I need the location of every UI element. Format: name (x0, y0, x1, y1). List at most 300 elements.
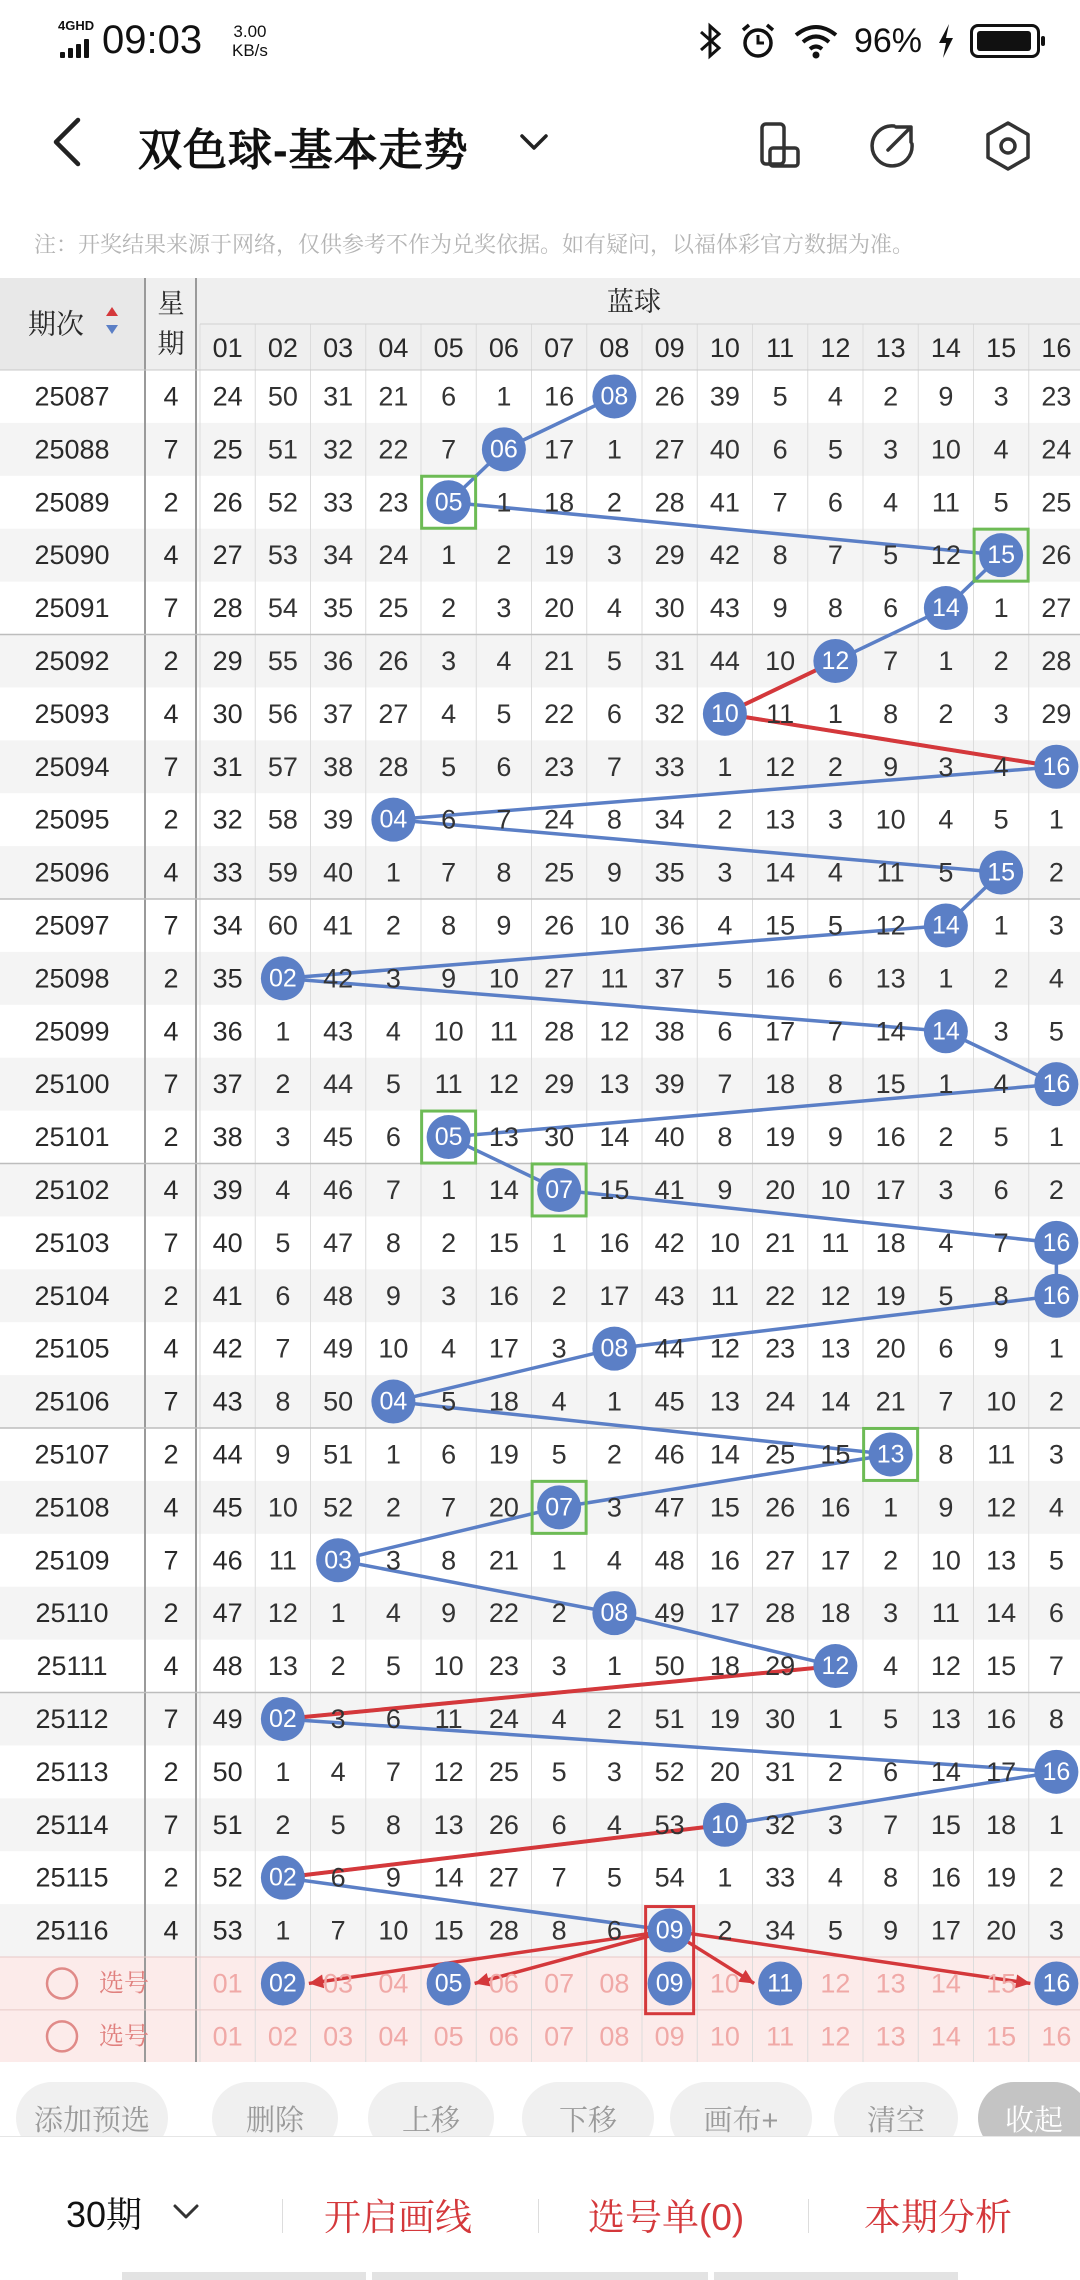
ball-cell: 28 (654, 487, 685, 518)
status-bar (0, 0, 1080, 84)
ball-cell: 17 (599, 1280, 630, 1311)
ball-cell: 6 (330, 1862, 346, 1893)
ball-cell: 37 (323, 698, 354, 729)
ball-cell: 1 (717, 1862, 733, 1893)
ball-cell: 12 (930, 1651, 961, 1682)
ball-cell: 7 (883, 645, 899, 676)
period-cell: 25106 (34, 1386, 110, 1417)
ball-cell: 6 (385, 1122, 401, 1153)
ball-cell: 5 (385, 1651, 401, 1682)
ball-cell: 22 (378, 434, 409, 465)
ball-column-header: 07 (544, 333, 575, 363)
ball-cell: 24 (488, 1703, 519, 1734)
ball-cell: 60 (267, 910, 298, 941)
week-cell: 7 (163, 1069, 179, 1100)
ball-cell: 2 (1048, 857, 1064, 888)
ball-cell: 55 (267, 645, 298, 676)
blue-ball-number: 13 (876, 1440, 905, 1469)
ball-cell: 2 (441, 1227, 457, 1258)
ball-cell: 7 (441, 1492, 457, 1523)
ball-cell: 10 (986, 1386, 1017, 1417)
select-number: 06 (488, 2021, 519, 2052)
ball-cell: 34 (323, 540, 354, 571)
ball-cell: 53 (212, 1915, 243, 1946)
ball-cell: 8 (1048, 1703, 1064, 1734)
week-cell: 7 (163, 1227, 179, 1258)
ball-cell: 22 (765, 1280, 796, 1311)
ball-cell: 23 (378, 487, 409, 518)
move-down-button[interactable]: 下移 (522, 2082, 654, 2154)
ball-cell: 18 (544, 487, 575, 518)
ball-cell: 17 (765, 1016, 796, 1047)
ball-cell: 5 (551, 1756, 567, 1787)
ball-cell: 36 (323, 645, 354, 676)
ball-cell: 39 (709, 381, 740, 412)
ball-cell: 22 (544, 698, 575, 729)
ball-cell: 27 (654, 434, 685, 465)
ball-cell: 49 (323, 1333, 354, 1364)
ball-cell: 52 (267, 487, 298, 518)
ball-cell: 16 (820, 1492, 851, 1523)
ball-cell: 10 (765, 645, 796, 676)
ball-cell: 8 (441, 1545, 457, 1576)
week-cell: 2 (163, 1598, 179, 1629)
ball-cell: 8 (496, 857, 512, 888)
ball-cell: 50 (323, 1386, 354, 1417)
ball-cell: 2 (606, 1439, 622, 1470)
selection-list-button[interactable]: 选号单(0) (588, 2197, 745, 2238)
ball-cell: 10 (709, 1227, 740, 1258)
ball-cell: 1 (606, 434, 622, 465)
ball-cell: 28 (765, 1598, 796, 1629)
ball-cell: 2 (275, 1809, 291, 1840)
ball-cell: 10 (378, 1333, 409, 1364)
ball-cell: 25 (488, 1756, 519, 1787)
ball-cell: 8 (938, 1439, 954, 1470)
ball-cell: 5 (1048, 1016, 1064, 1047)
ball-cell: 53 (654, 1809, 685, 1840)
period-cell: 25105 (34, 1333, 110, 1364)
disclaimer-notice: 注：开奖结果来源于网络，仅供参考不作为兑奖依据。如有疑问，以福体彩官方数据为准。 (34, 232, 915, 257)
ball-cell: 13 (488, 1122, 519, 1153)
select-row-label: 选号 (98, 2022, 150, 2051)
ball-cell: 42 (323, 963, 354, 994)
ball-cell: 51 (323, 1439, 354, 1470)
ball-column-header: 15 (986, 333, 1017, 363)
blue-ball-number: 12 (821, 1652, 850, 1681)
week-cell: 7 (163, 1545, 179, 1576)
ball-cell: 47 (212, 1598, 243, 1629)
ball-cell: 14 (599, 1122, 630, 1153)
ball-cell: 18 (820, 1598, 851, 1629)
ball-cell: 5 (883, 540, 899, 571)
blue-ball-number: 16 (1042, 1070, 1071, 1099)
ball-cell: 5 (441, 751, 457, 782)
ball-cell: 48 (212, 1651, 243, 1682)
ball-cell: 1 (275, 1915, 291, 1946)
ball-cell: 3 (993, 1016, 1009, 1047)
ball-cell: 18 (488, 1386, 519, 1417)
select-number: 10 (709, 2021, 740, 2052)
period-cell: 25096 (34, 857, 110, 888)
ball-cell: 9 (496, 910, 512, 941)
period-cell: 25094 (34, 751, 110, 782)
ball-cell: 5 (993, 1122, 1009, 1153)
settings-icon[interactable] (980, 118, 1036, 174)
ball-cell: 6 (993, 1174, 1009, 1205)
ball-cell: 3 (1048, 1915, 1064, 1946)
blue-ball-number: 04 (379, 1387, 408, 1416)
period-cell: 25089 (34, 487, 110, 518)
ball-cell: 4 (827, 381, 843, 412)
ball-cell: 57 (267, 751, 298, 782)
ball-cell: 6 (883, 1756, 899, 1787)
ball-cell: 1 (1048, 1122, 1064, 1153)
ball-cell: 1 (938, 645, 954, 676)
ball-cell: 19 (875, 1280, 906, 1311)
ball-cell: 1 (330, 1598, 346, 1629)
week-cell: 4 (163, 1016, 179, 1047)
week-cell: 4 (163, 1915, 179, 1946)
ball-cell: 37 (212, 1069, 243, 1100)
ball-cell: 9 (606, 857, 622, 888)
ball-cell: 17 (875, 1174, 906, 1205)
ball-cell: 7 (606, 751, 622, 782)
ball-cell: 14 (986, 1598, 1017, 1629)
ball-cell: 8 (772, 540, 788, 571)
ball-cell: 45 (323, 1122, 354, 1153)
draw-lines-button[interactable]: 开启画线 (324, 2197, 472, 2238)
ball-cell: 19 (544, 540, 575, 571)
blue-ball-number: 16 (1042, 1228, 1071, 1257)
ball-cell: 2 (1048, 1862, 1064, 1893)
week-cell: 2 (163, 1122, 179, 1153)
ball-cell: 3 (1048, 1439, 1064, 1470)
ball-cell: 28 (544, 1016, 575, 1047)
ball-cell: 2 (883, 1545, 899, 1576)
ball-cell: 4 (883, 1651, 899, 1682)
week-cell: 2 (163, 1280, 179, 1311)
ball-cell: 30 (765, 1703, 796, 1734)
ball-cell: 15 (599, 1174, 630, 1205)
ball-cell: 54 (654, 1862, 685, 1893)
ball-cell: 4 (441, 698, 457, 729)
ball-column-header: 04 (378, 333, 409, 363)
share-icon[interactable] (864, 118, 920, 174)
back-arrow-icon[interactable] (40, 112, 100, 172)
ball-cell: 2 (275, 1069, 291, 1100)
ball-cell: 7 (441, 857, 457, 888)
ball-cell: 6 (772, 434, 788, 465)
ball-cell: 23 (544, 751, 575, 782)
ball-cell: 26 (544, 910, 575, 941)
ball-cell: 27 (765, 1545, 796, 1576)
network-speed (232, 22, 268, 60)
ball-cell: 4 (330, 1756, 346, 1787)
ball-cell: 51 (654, 1703, 685, 1734)
ball-cell: 6 (551, 1809, 567, 1840)
ball-cell: 3 (441, 645, 457, 676)
ball-cell: 17 (986, 1756, 1017, 1787)
blue-ball-number: 14 (931, 1017, 960, 1046)
select-row-label: 选号 (98, 1969, 150, 1998)
ball-cell: 11 (987, 1439, 1016, 1470)
ball-cell: 7 (551, 1862, 567, 1893)
move-up-button[interactable]: 上移 (368, 2082, 494, 2154)
ball-cell: 6 (717, 1016, 733, 1047)
select-number: 07 (544, 1968, 575, 1999)
ball-cell: 7 (330, 1915, 346, 1946)
ball-cell: 30 (212, 698, 243, 729)
period-cell: 25113 (35, 1756, 109, 1787)
ball-cell: 1 (1048, 1809, 1064, 1840)
ball-cell: 8 (827, 1069, 843, 1100)
ball-cell: 30 (654, 593, 685, 624)
blue-ball-number: 16 (1042, 752, 1071, 781)
select-number: 12 (820, 1968, 851, 1999)
blue-ball-number: 10 (710, 1810, 739, 1839)
ball-cell: 28 (378, 751, 409, 782)
ball-cell: 7 (1048, 1651, 1064, 1682)
ball-cell: 27 (1041, 593, 1072, 624)
select-number: 08 (599, 1968, 630, 1999)
selected-ball-number: 05 (434, 1969, 463, 1998)
ball-cell: 10 (875, 804, 906, 835)
week-cell: 7 (163, 1703, 179, 1734)
clear-button[interactable]: 清空 (834, 2082, 958, 2154)
ball-cell: 1 (496, 381, 512, 412)
period-selector[interactable]: 30期 (66, 2194, 143, 2235)
week-cell: 2 (163, 1862, 179, 1893)
ball-cell: 50 (267, 381, 298, 412)
period-cell: 25100 (34, 1069, 110, 1100)
blue-ball-number: 08 (600, 382, 629, 411)
blue-ball-number: 06 (489, 435, 518, 464)
ball-cell: 34 (654, 804, 685, 835)
ball-cell: 23 (488, 1651, 519, 1682)
ball-cell: 10 (820, 1174, 851, 1205)
ball-cell: 11 (600, 963, 629, 994)
select-number: 09 (654, 2021, 685, 2052)
ball-cell: 2 (1048, 1386, 1064, 1417)
ball-cell: 19 (765, 1122, 796, 1153)
ball-cell: 2 (551, 1280, 567, 1311)
ball-cell: 6 (938, 1333, 954, 1364)
delete-button[interactable]: 删除 (212, 2082, 338, 2154)
ball-cell: 5 (883, 1703, 899, 1734)
ball-cell: 2 (606, 487, 622, 518)
ball-cell: 43 (212, 1386, 243, 1417)
ball-cell: 52 (323, 1492, 354, 1523)
ball-cell: 3 (606, 540, 622, 571)
ball-cell: 6 (441, 381, 457, 412)
ball-cell: 2 (385, 1492, 401, 1523)
ball-cell: 1 (993, 910, 1009, 941)
ball-cell: 21 (378, 381, 409, 412)
blue-ball-number: 16 (1042, 1757, 1071, 1786)
selected-ball-number: 16 (1042, 1969, 1071, 1998)
ball-cell: 3 (993, 381, 1009, 412)
period-column-header: 期次 (27, 308, 85, 340)
ball-cell: 7 (275, 1333, 291, 1364)
week-cell: 4 (163, 857, 179, 888)
week-cell: 4 (163, 1174, 179, 1205)
ball-cell: 6 (385, 1703, 401, 1734)
ball-cell: 1 (275, 1756, 291, 1787)
ball-cell: 1 (717, 751, 733, 782)
ball-cell: 32 (765, 1809, 796, 1840)
ball-cell: 7 (827, 540, 843, 571)
ball-cell: 1 (275, 1016, 291, 1047)
ball-cell: 25 (378, 593, 409, 624)
ball-cell: 5 (330, 1809, 346, 1840)
period-cell: 25088 (34, 434, 110, 465)
ball-cell: 11 (710, 1280, 739, 1311)
ball-cell: 17 (544, 434, 575, 465)
ball-cell: 25 (765, 1439, 796, 1470)
ball-cell: 26 (765, 1492, 796, 1523)
ball-cell: 9 (275, 1439, 291, 1470)
ball-cell: 39 (654, 1069, 685, 1100)
ball-cell: 4 (606, 1809, 622, 1840)
period-cell: 25114 (35, 1809, 109, 1840)
ball-cell: 2 (938, 1122, 954, 1153)
ball-cell: 5 (827, 1915, 843, 1946)
ball-cell: 5 (441, 1386, 457, 1417)
ball-cell: 29 (544, 1069, 575, 1100)
period-analysis-button[interactable]: 本期分析 (864, 2197, 1012, 2238)
select-number: 08 (599, 2021, 630, 2052)
ball-cell: 12 (433, 1756, 464, 1787)
ball-cell: 6 (606, 698, 622, 729)
week-cell: 2 (163, 804, 179, 835)
week-cell: 2 (163, 1439, 179, 1470)
chevron-down-icon[interactable] (168, 2193, 204, 2229)
ball-cell: 3 (330, 1703, 346, 1734)
ball-cell: 35 (654, 857, 685, 888)
period-cell: 25092 (34, 645, 110, 676)
ball-cell: 49 (212, 1703, 243, 1734)
ball-cell: 1 (441, 540, 457, 571)
ball-cell: 2 (717, 1915, 733, 1946)
blue-ball-group-header: 蓝球 (607, 287, 661, 317)
select-number: 05 (433, 2021, 464, 2052)
period-cell: 25108 (34, 1492, 110, 1523)
ball-cell: 3 (496, 593, 512, 624)
ball-cell: 9 (441, 1598, 457, 1629)
ball-cell: 12 (930, 540, 961, 571)
ball-cell: 1 (551, 1545, 567, 1576)
ball-cell: 42 (212, 1333, 243, 1364)
ball-cell: 16 (599, 1227, 630, 1258)
ball-cell: 37 (654, 963, 685, 994)
ball-cell: 3 (993, 698, 1009, 729)
ball-cell: 18 (986, 1809, 1017, 1840)
ball-cell: 11 (931, 1598, 960, 1629)
ball-cell: 10 (930, 434, 961, 465)
ball-cell: 2 (827, 751, 843, 782)
ball-cell: 29 (654, 540, 685, 571)
ball-cell: 13 (709, 1386, 740, 1417)
rotate-screen-icon[interactable] (752, 118, 808, 174)
ball-cell: 3 (551, 1333, 567, 1364)
ball-cell: 5 (827, 910, 843, 941)
ball-cell: 32 (212, 804, 243, 835)
trend-table (0, 278, 1080, 2062)
period-cell: 25099 (34, 1016, 110, 1047)
ball-cell: 52 (654, 1756, 685, 1787)
period-cell: 25111 (36, 1651, 108, 1682)
week-cell: 2 (163, 963, 179, 994)
blue-ball-number: 15 (987, 541, 1016, 570)
ball-cell: 13 (986, 1545, 1017, 1576)
ball-cell: 23 (1041, 381, 1072, 412)
ball-cell: 4 (1048, 1492, 1064, 1523)
ball-cell: 14 (709, 1439, 740, 1470)
ball-cell: 44 (323, 1069, 354, 1100)
ball-cell: 13 (599, 1069, 630, 1100)
status-time: 09:03 (102, 18, 203, 62)
signal-icon (60, 38, 100, 58)
ball-cell: 33 (323, 487, 354, 518)
ball-cell: 40 (654, 1122, 685, 1153)
ball-cell: 36 (654, 910, 685, 941)
week-header-top: 星 (157, 289, 185, 319)
select-number: 01 (212, 1968, 243, 1999)
ball-cell: 21 (765, 1227, 796, 1258)
week-cell: 2 (163, 1756, 179, 1787)
ball-cell: 14 (875, 1016, 906, 1047)
blue-ball-number: 12 (821, 646, 850, 675)
ball-cell: 5 (717, 963, 733, 994)
ball-cell: 13 (875, 963, 906, 994)
ball-cell: 10 (433, 1016, 464, 1047)
week-cell: 4 (163, 540, 179, 571)
ball-column-header: 05 (433, 333, 464, 363)
collapse-button[interactable]: 收起 (978, 2082, 1080, 2154)
ball-cell: 12 (488, 1069, 519, 1100)
ball-cell: 42 (654, 1227, 685, 1258)
ball-cell: 33 (765, 1862, 796, 1893)
ball-cell: 15 (709, 1492, 740, 1523)
add-preselect-button[interactable]: 添加预选 (16, 2082, 168, 2154)
blue-ball-number: 16 (1042, 1281, 1071, 1310)
ball-cell: 11 (489, 1016, 518, 1047)
ball-cell: 1 (1048, 804, 1064, 835)
ball-cell: 53 (267, 540, 298, 571)
ball-column-header: 08 (599, 333, 630, 363)
ball-cell: 5 (606, 645, 622, 676)
period-cell: 25087 (34, 381, 110, 412)
canvas-plus-button[interactable]: 画布+ (670, 2082, 812, 2154)
ball-cell: 35 (323, 593, 354, 624)
period-cell: 25093 (34, 698, 110, 729)
ball-cell: 4 (551, 1703, 567, 1734)
chevron-down-icon[interactable] (514, 122, 554, 162)
page-title[interactable]: 双色球-基本走势 (138, 126, 469, 175)
ball-cell: 4 (441, 1333, 457, 1364)
week-cell: 7 (163, 593, 179, 624)
ball-cell: 31 (654, 645, 685, 676)
ball-column-header: 10 (709, 333, 740, 363)
ball-cell: 9 (883, 751, 899, 782)
ball-cell: 14 (930, 1756, 961, 1787)
ball-cell: 5 (993, 487, 1009, 518)
week-cell: 4 (163, 381, 179, 412)
app-bar (0, 96, 1080, 196)
ball-cell: 1 (496, 487, 512, 518)
ball-cell: 10 (599, 910, 630, 941)
